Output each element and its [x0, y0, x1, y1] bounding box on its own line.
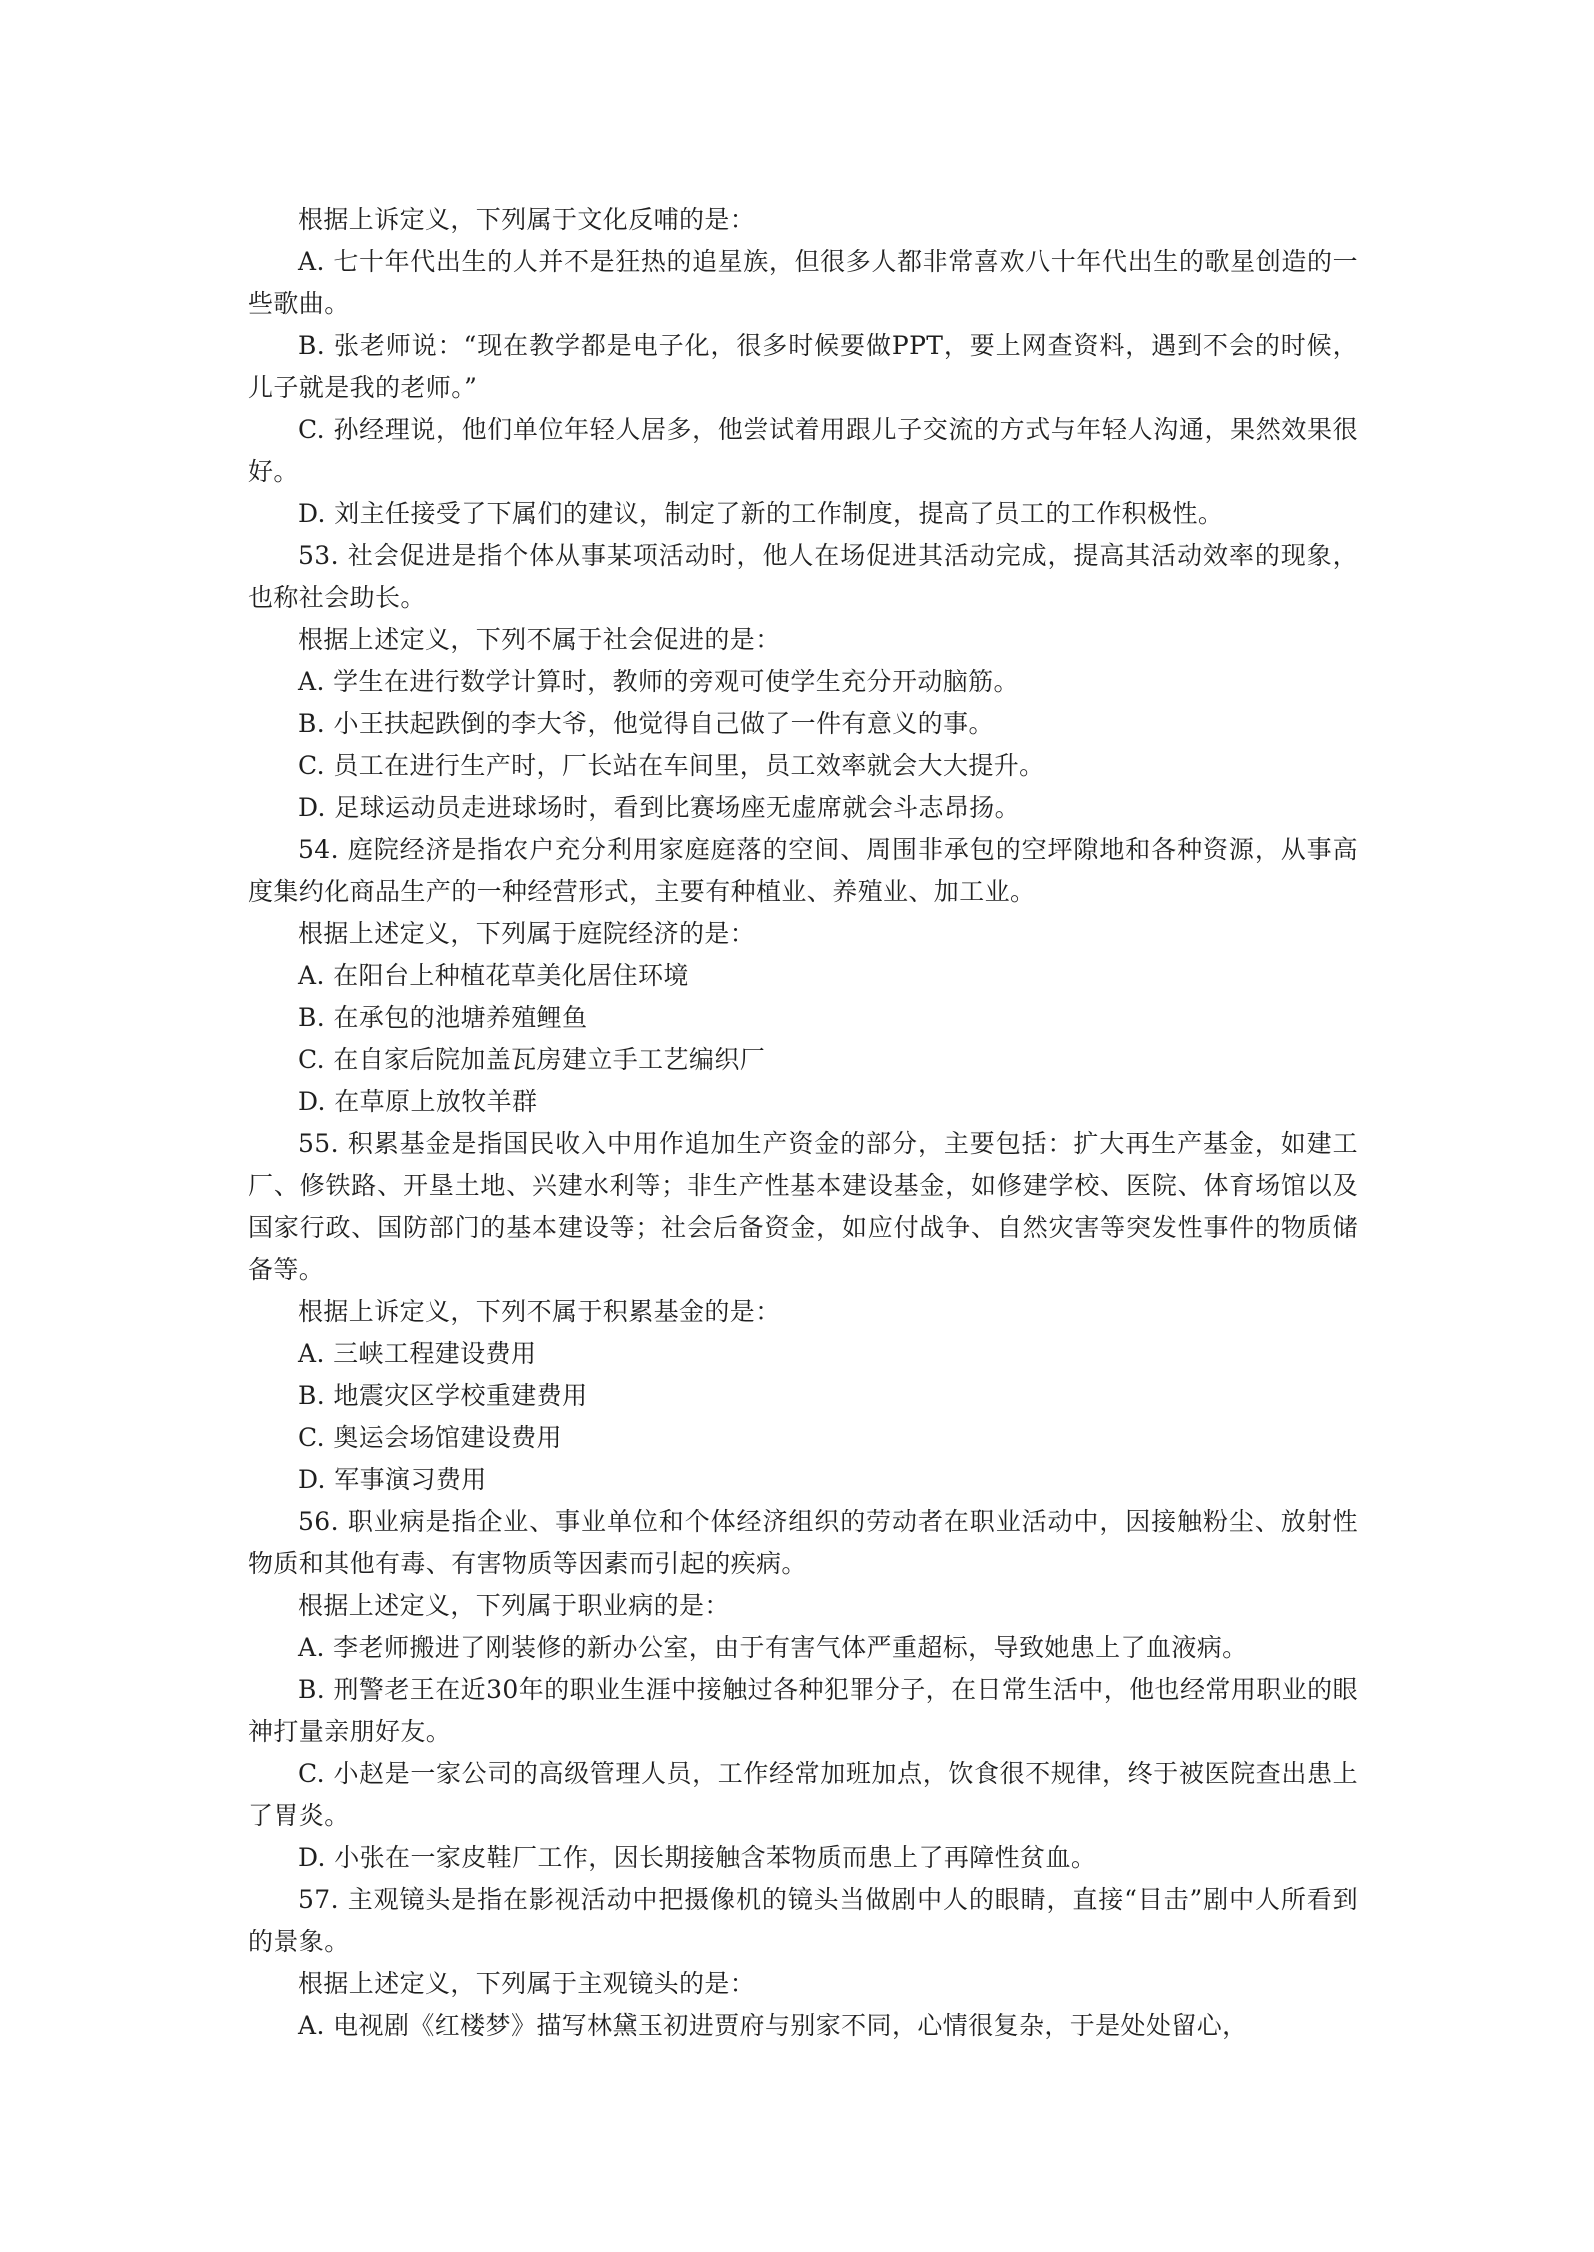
- option-53-c: C. 员工在进行生产时，厂长站在车间里，员工效率就会大大提升。: [298, 751, 1045, 780]
- option-53-b: B. 小王扶起跌倒的李大爷，他觉得自己做了一件有意义的事。: [298, 709, 994, 738]
- paragraph-prompt-56: 根据上述定义，下列属于职业病的是：: [298, 1591, 730, 1620]
- option-52-a: A. 七十年代出生的人并不是狂热的追星族，但很多人都非常喜欢八十年代出生的歌星创造的一些歌曲。: [248, 247, 1358, 318]
- question-53: 53. 社会促进是指个体从事某项活动时，他人在场促进其活动完成，提高其活动效率的现象，也称社会助长。: [248, 541, 1358, 612]
- paragraph-prompt-54: 根据上述定义，下列属于庭院经济的是：: [298, 919, 756, 948]
- option-54-d: D. 在草原上放牧羊群: [298, 1087, 538, 1116]
- option-55-b: B. 地震灾区学校重建费用: [298, 1381, 588, 1410]
- paragraph-prompt-55: 根据上诉定义，下列不属于积累基金的是：: [298, 1297, 781, 1326]
- option-55-c: C. 奥运会场馆建设费用: [298, 1423, 562, 1452]
- option-52-d: D. 刘主任接受了下属们的建议，制定了新的工作制度，提高了员工的工作积极性。: [298, 499, 1224, 528]
- option-55-d: D. 军事演习费用: [298, 1465, 487, 1494]
- question-54: 54. 庭院经济是指农户充分利用家庭庭落的空间、周围非承包的空坪隙地和各种资源，从事高度集约化商品生产的一种经营形式，主要有种植业、养殖业、加工业。: [248, 835, 1358, 906]
- question-55: 55. 积累基金是指国民收入中用作追加生产资金的部分，主要包括：扩大再生产基金，如建工厂、修铁路、开垦土地、兴建水利等；非生产性基本建设基金，如修建学校、医院、体育场馆以及国家行政、国防部门的基本建设等；社会后备资金，如应付战争、自然灾害等突发性事件的物质储备等。: [248, 1129, 1358, 1284]
- option-52-b: B. 张老师说：“现在教学都是电子化，很多时候要做PPT，要上网查资料，遇到不会的时候，儿子就是我的老师。”: [248, 331, 1358, 402]
- option-54-c: C. 在自家后院加盖瓦房建立手工艺编织厂: [298, 1045, 766, 1074]
- question-56: 56. 职业病是指企业、事业单位和个体经济组织的劳动者在职业活动中，因接触粉尘、放射性物质和其他有毒、有害物质等因素而引起的疾病。: [248, 1507, 1358, 1578]
- option-52-c: C. 孙经理说，他们单位年轻人居多，他尝试着用跟儿子交流的方式与年轻人沟通，果然效果很好。: [248, 415, 1358, 486]
- option-55-a: A. 三峡工程建设费用: [298, 1339, 537, 1368]
- option-56-b: B. 刑警老王在近30年的职业生涯中接触过各种犯罪分子，在日常生活中，他也经常用职业的眼神打量亲朋好友。: [248, 1675, 1358, 1746]
- option-53-d: D. 足球运动员走进球场时，看到比赛场座无虚席就会斗志昂扬。: [298, 793, 1021, 822]
- document-body: [248, 199, 1358, 2047]
- option-56-a: A. 李老师搬进了刚装修的新办公室，由于有害气体严重超标，导致她患上了血液病。: [298, 1633, 1248, 1662]
- paragraph-prompt-52: 根据上诉定义，下列属于文化反哺的是：: [298, 205, 756, 234]
- paragraph-prompt-53: 根据上述定义，下列不属于社会促进的是：: [298, 625, 781, 654]
- option-57-a: A. 电视剧《红楼梦》描写林黛玉初进贾府与别家不同，心情很复杂，于是处处留心，: [298, 2011, 1248, 2040]
- option-54-b: B. 在承包的池塘养殖鲤鱼: [298, 1003, 588, 1032]
- option-56-d: D. 小张在一家皮鞋厂工作，因长期接触含苯物质而患上了再障性贫血。: [298, 1843, 1097, 1872]
- option-56-c: C. 小赵是一家公司的高级管理人员，工作经常加班加点，饮食很不规律，终于被医院查出患上了胃炎。: [248, 1759, 1358, 1830]
- option-54-a: A. 在阳台上种植花草美化居住环境: [298, 961, 689, 990]
- paragraph-prompt-57: 根据上述定义，下列属于主观镜头的是：: [298, 1969, 756, 1998]
- option-53-a: A. 学生在进行数学计算时，教师的旁观可使学生充分开动脑筋。: [298, 667, 1019, 696]
- question-57: 57. 主观镜头是指在影视活动中把摄像机的镜头当做剧中人的眼睛，直接“目击”剧中人所看到的景象。: [248, 1885, 1358, 1956]
